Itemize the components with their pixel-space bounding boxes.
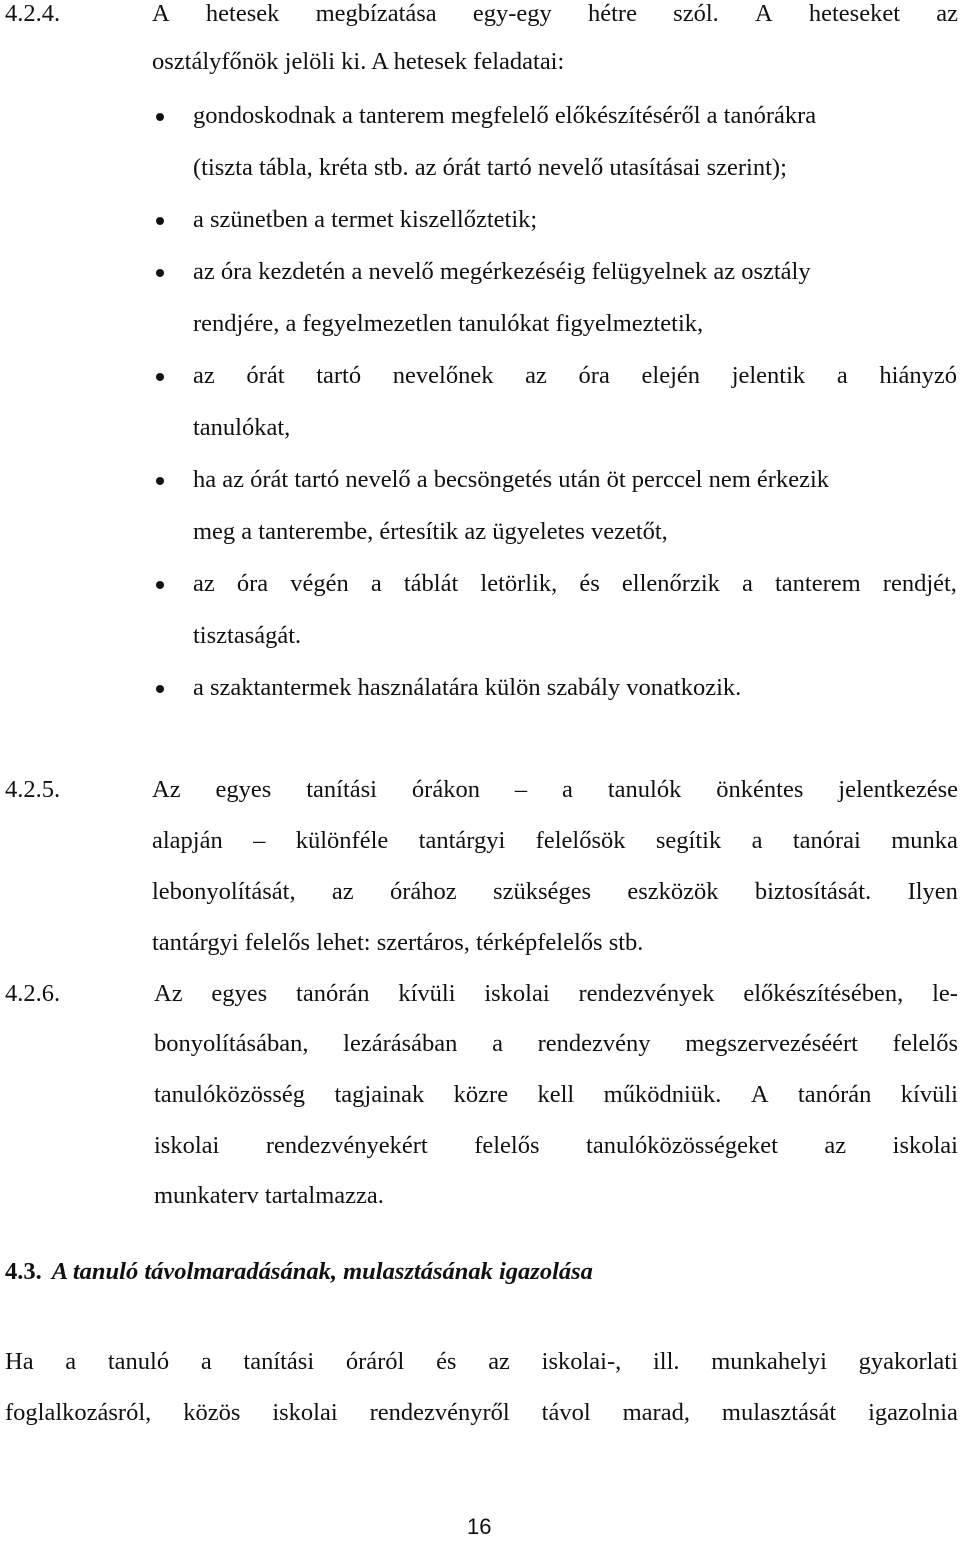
- bullet-icon: [156, 373, 164, 381]
- item-number-425: 4.2.5.: [5, 776, 61, 803]
- item-424-intro-line: [152, 0, 958, 29]
- word: tagjainak: [334, 1081, 425, 1108]
- word: tanulóközösségeket: [586, 1132, 778, 1159]
- item-425-line: [152, 775, 958, 805]
- word: A: [750, 1081, 769, 1108]
- bullet-icon: [156, 269, 164, 277]
- word: szól.: [673, 0, 719, 27]
- word: tanulóközösség: [154, 1081, 306, 1108]
- word: a: [836, 362, 848, 389]
- word: az: [936, 0, 958, 27]
- word: Ilyen: [907, 878, 958, 905]
- bullet-item-line: ha az órát tartó nevelő a becsöngetés után öt perccel nem érkezik: [193, 466, 830, 493]
- word: Az: [152, 776, 181, 803]
- word: az: [193, 362, 215, 389]
- item-426-line: [154, 1080, 958, 1110]
- word: elején: [641, 362, 701, 389]
- word: óra: [236, 570, 269, 597]
- word: munka: [891, 827, 958, 854]
- bullet-item-line: tanulókat,: [193, 414, 291, 441]
- bullet-item-line: a szünetben a termet kiszellőztetik;: [193, 206, 538, 233]
- word: rendezvény: [537, 1030, 651, 1057]
- word: az: [525, 362, 547, 389]
- word: a: [562, 776, 573, 803]
- word: Az: [154, 980, 183, 1007]
- word: tanítási: [306, 776, 377, 803]
- section-number: 4.3.: [5, 1258, 42, 1285]
- bullet-icon: [156, 581, 164, 589]
- word: nevelőnek: [392, 362, 494, 389]
- word: rendjét,: [882, 570, 957, 597]
- word: gyakorlati: [858, 1348, 958, 1375]
- word: tantárgyi: [418, 827, 506, 854]
- bullet-icon: [156, 113, 164, 121]
- word: ill.: [652, 1348, 680, 1375]
- bullet-item-line: [193, 569, 957, 599]
- item-426-line: [154, 979, 958, 1009]
- word: jelentkezése: [838, 776, 958, 803]
- word: működniük.: [603, 1081, 722, 1108]
- word: a: [492, 1030, 503, 1057]
- word: letörlik,: [480, 570, 558, 597]
- section-title: A tanuló távolmaradásának, mulasztásának igazolása: [51, 1258, 593, 1285]
- body-paragraph-line: [5, 1398, 958, 1428]
- bullet-icon: [156, 217, 164, 225]
- bullet-icon: [156, 477, 164, 485]
- word: kell: [537, 1081, 575, 1108]
- word: lezárásában: [343, 1030, 458, 1057]
- body-paragraph-line: [5, 1347, 958, 1377]
- word: –: [514, 776, 528, 803]
- word: biztosítását.: [754, 878, 872, 905]
- word: segítik: [655, 827, 722, 854]
- word: iskolai: [272, 1399, 338, 1426]
- word: rendezvények: [578, 980, 715, 1007]
- word: tanórán: [797, 1081, 872, 1108]
- word: végén: [290, 570, 349, 597]
- word: iskolai: [892, 1132, 958, 1159]
- word: órákon: [411, 776, 480, 803]
- word: táblát: [403, 570, 459, 597]
- bullet-item-line: a szaktantermek használatára külön szabály vonatkozik.: [193, 674, 742, 701]
- word: felelős: [892, 1030, 958, 1057]
- word: kívüli: [900, 1081, 958, 1108]
- word: iskolai: [484, 980, 550, 1007]
- word: A: [152, 0, 170, 27]
- word: tartó: [316, 362, 362, 389]
- word: önkéntes: [716, 776, 804, 803]
- bullet-item-line: meg a tanterembe, értesítik az ügyeletes vezetőt,: [193, 518, 668, 545]
- word: Ha: [5, 1348, 34, 1375]
- word: megbízatása: [315, 0, 437, 27]
- word: tanulók: [607, 776, 682, 803]
- word: megszervezéséért: [685, 1030, 858, 1057]
- word: órát: [246, 362, 285, 389]
- item-425-line: tantárgyi felelős lehet: szertáros, térképfelelős stb.: [152, 929, 644, 956]
- word: a: [370, 570, 382, 597]
- word: az: [824, 1132, 847, 1159]
- bullet-icon: [156, 685, 164, 693]
- word: jelentik: [731, 362, 806, 389]
- word: A: [754, 0, 773, 27]
- word: az: [331, 878, 354, 905]
- word: igazolnia: [868, 1399, 958, 1426]
- word: a: [200, 1348, 212, 1375]
- word: egyes: [215, 776, 272, 803]
- word: közös: [183, 1399, 241, 1426]
- item-425-line: [152, 877, 958, 907]
- word: rendezvényekért: [265, 1132, 428, 1159]
- word: szükséges: [493, 878, 592, 905]
- word: lebonyolítását,: [152, 878, 296, 905]
- word: bonyolításában,: [154, 1030, 309, 1057]
- word: eszközök: [627, 878, 719, 905]
- word: egyes: [211, 980, 268, 1007]
- word: marad,: [622, 1399, 690, 1426]
- item-number-426: 4.2.6.: [5, 980, 61, 1007]
- word: foglalkozásról,: [5, 1399, 152, 1426]
- word: tanórai: [792, 827, 861, 854]
- word: le-: [932, 980, 958, 1007]
- word: hetesek: [205, 0, 280, 27]
- bullet-item-line: az óra kezdetén a nevelő megérkezéséig felügyelnek az osztály: [193, 258, 811, 285]
- word: egy-egy: [472, 0, 552, 27]
- word: a: [741, 570, 753, 597]
- item-426-line: munkaterv tartalmazza.: [154, 1182, 384, 1209]
- word: iskolai: [154, 1132, 220, 1159]
- item-425-line: [152, 826, 958, 856]
- word: a: [65, 1348, 77, 1375]
- bullet-item-line: [193, 361, 957, 391]
- word: felelősök: [535, 827, 626, 854]
- word: a: [751, 827, 763, 854]
- word: ellenőrzik: [621, 570, 720, 597]
- bullet-item-line: rendjére, a fegyelmezetlen tanulókat figyelmeztetik,: [193, 310, 704, 337]
- word: előkészítésében,: [743, 980, 904, 1007]
- word: hiányzó: [879, 362, 957, 389]
- page-number: 16: [467, 1514, 492, 1539]
- word: az: [193, 570, 215, 597]
- bullet-item-line: gondoskodnak a tanterem megfelelő előkészítéséről a tanórákra: [193, 102, 817, 129]
- word: heteseket: [808, 0, 901, 27]
- item-426-line: [154, 1131, 958, 1161]
- word: hétre: [587, 0, 637, 27]
- item-424-intro-line: osztályfőnök jelöli ki. A hetesek feladatai:: [152, 48, 565, 75]
- bullet-item-line: tisztaságát.: [193, 622, 302, 649]
- word: felelős: [474, 1132, 540, 1159]
- word: iskolai-,: [541, 1348, 622, 1375]
- bullet-item-line: (tiszta tábla, kréta stb. az órát tartó nevelő utasításai szerint);: [193, 154, 787, 181]
- word: alapján: [152, 827, 223, 854]
- word: tanuló: [107, 1348, 170, 1375]
- word: –: [253, 827, 266, 854]
- word: mulasztását: [721, 1399, 837, 1426]
- word: tanterem: [774, 570, 861, 597]
- word: kívüli: [398, 980, 456, 1007]
- word: és: [579, 570, 600, 597]
- word: közre: [453, 1081, 509, 1108]
- section-heading: [5, 1257, 593, 1287]
- word: távol: [541, 1399, 591, 1426]
- word: munkahelyi: [711, 1348, 827, 1375]
- word: órához: [390, 878, 457, 905]
- word: tanítási: [243, 1348, 315, 1375]
- word: rendezvényről: [369, 1399, 510, 1426]
- word: és: [436, 1348, 457, 1375]
- word: óra: [578, 362, 610, 389]
- word: óráról: [345, 1348, 405, 1375]
- word: különféle: [295, 827, 389, 854]
- item-426-line: [154, 1029, 958, 1059]
- word: tanórán: [296, 980, 370, 1007]
- item-number-424: 4.2.4.: [5, 0, 61, 27]
- word: az: [488, 1348, 510, 1375]
